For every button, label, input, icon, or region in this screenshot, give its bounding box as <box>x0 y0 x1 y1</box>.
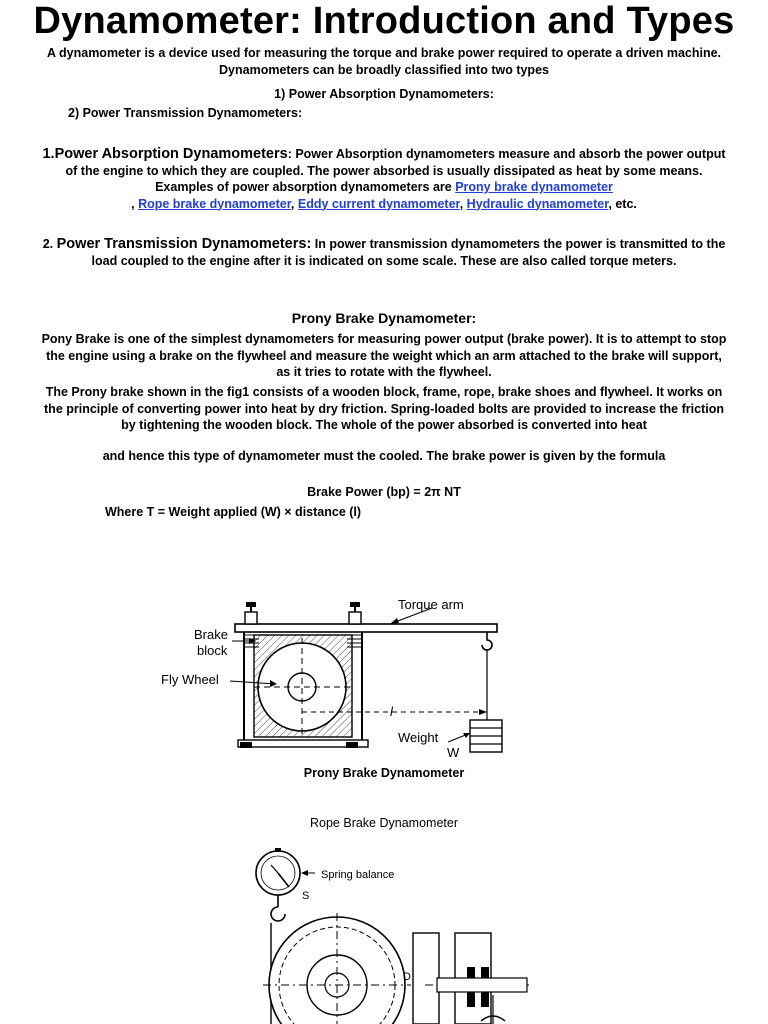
intro-paragraph: A dynamometer is a device used for measuring the torque and brake power required to operate a driven machine. Dynamometers can be broadly classified into two types <box>46 46 722 77</box>
label-distance: l <box>390 704 393 719</box>
transmission-text: In power transmission dynamometers the power is transmitted to the load coupled to the engine after it is indicated on some scale. These are also called torque meters. <box>91 237 726 268</box>
absorption-paragraph <box>40 146 728 212</box>
label-w: W <box>447 745 460 760</box>
label-s: S <box>302 890 310 902</box>
bolt-right <box>349 602 361 624</box>
absorption-text: : Power Absorption dynamometers measure and absorb the power output of the engine to which they are coupled. The power absorbed is usually dissipated as heat by some means. Examples of power absorption dynamometers are <box>65 147 726 194</box>
where-clause: Where T = Weight applied (W) × distance (l) <box>105 505 362 519</box>
link-rope-brake[interactable]: Rope brake dynamometer <box>138 196 291 211</box>
link-separator: , <box>459 196 467 211</box>
absorption-tail: , etc. <box>608 196 637 211</box>
link-hydraulic[interactable]: Hydraulic dynamometer <box>466 196 609 211</box>
absorption-separator: , <box>131 196 139 211</box>
prony-para1: Pony Brake is one of the simplest dynamometers for measuring power output (brake power). It is to attempt to stop the engine using a brake on the flywheel and measure the weight which an arm attached to the brake will support, as it tries to rotate with the flywheel. <box>41 332 727 379</box>
prony-heading: Prony Brake Dynamometer: <box>291 310 477 326</box>
label-block: block <box>197 643 228 658</box>
link-eddy-current[interactable]: Eddy current dynamometer <box>297 196 460 211</box>
prony-brake-diagram <box>150 590 520 760</box>
absorption-heading: 1.Power Absorption Dynamometers <box>42 146 288 162</box>
label-weight: Weight <box>398 730 439 745</box>
label-brake: Brake <box>194 627 228 642</box>
type-one-label: 1) Power Absorption Dynamometers: <box>274 87 494 101</box>
type-two-label: 2) Power Transmission Dynamometers: <box>68 106 303 120</box>
transmission-paragraph <box>40 236 728 269</box>
brake-power-formula: Brake Power (bp) = 2π NT <box>307 485 461 499</box>
page-title: Dynamometer: Introduction and Types <box>33 0 735 42</box>
prony-para3: and hence this type of dynamometer must the cooled. The brake power is given by the formula <box>102 449 666 463</box>
rope-brake-diagram <box>245 845 545 1024</box>
label-torque-arm: Torque arm <box>398 597 464 612</box>
label-fly-wheel: Fly Wheel <box>161 672 219 687</box>
prony-para2: The Prony brake shown in the fig1 consists of a wooden block, frame, rope, brake shoes and flywheel. It works on the principle of converting power into heat by dry friction. Spring-loaded bolts are provided to increase the friction by tightening the wooden block. The whole of the power absorbed is converted into heat <box>44 385 724 432</box>
figure2-caption: Rope Brake Dynamometer <box>310 816 458 830</box>
transmission-heading: Power Transmission Dynamometers: <box>56 236 312 252</box>
label-d: D <box>403 971 411 983</box>
bolt-left <box>245 602 257 624</box>
link-separator: , <box>290 196 298 211</box>
torque-arm-beam <box>235 624 497 632</box>
transmission-number: 2. <box>42 237 54 251</box>
label-spring-balance: Spring balance <box>321 869 395 881</box>
link-prony-brake[interactable]: Prony brake dynamometer <box>455 180 613 194</box>
figure1-caption: Prony Brake Dynamometer <box>303 766 465 780</box>
